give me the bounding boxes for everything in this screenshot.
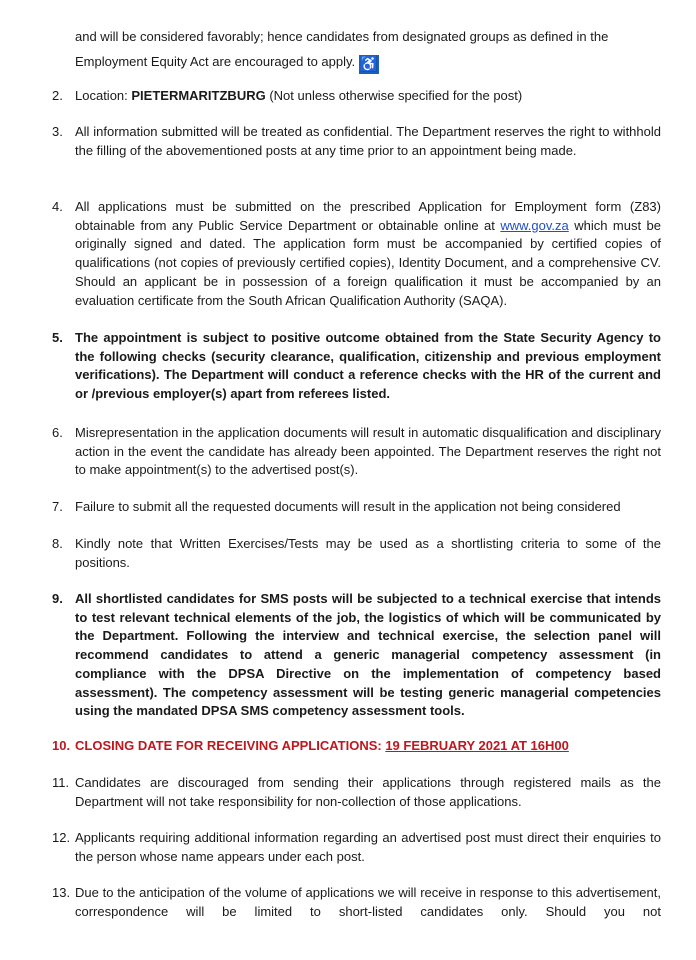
location-label: Location:: [75, 88, 132, 103]
item-text: Candidates are discouraged from sending their applications through registered mails as the Department will not take responsibility for non-collection of those applications.: [75, 775, 661, 809]
item-number: 3.: [52, 124, 63, 139]
item-text: which must be originally signed and dated. The application form must be accompanied by certified copies of qualifications (not copies of previously certified copies), Identity Document, and a comprehensive CV. Should an applicant be in possession of a foreign qualification it must be accompanied by an evaluation certificate from the South African Qualification Authority (SAQA).: [75, 217, 661, 308]
gov-za-link[interactable]: www.gov.za: [500, 217, 569, 233]
wheelchair-accessibility-icon: ♿: [359, 56, 379, 73]
item-number: 10.: [52, 738, 71, 753]
item-number: 4.: [52, 199, 63, 214]
item-text: The appointment is subject to positive outcome obtained from the State Security Agency to the following checks (security clearance, qualification, citizenship and previous employment verifications). The Department will conduct a reference checks with the HR of the current and or /previous employer(s) apart from referees listed.: [75, 330, 661, 402]
item-number: 2.: [52, 88, 63, 103]
item-text: All applications must be submitted on the prescribed Application for Employment form (Z83) obtainable from any Public Service Department or obtainable online at: [75, 199, 661, 233]
item-text: Due to the anticipation of the volume of applications we will receive in response to this advertisement, correspondence will be limited to short-listed candidates only. Should you not: [75, 885, 661, 919]
item-number: 11.: [52, 775, 70, 790]
item-text: Applicants requiring additional information regarding an advertised post must direct their enquiries to the person whose name appears under each post.: [75, 830, 661, 864]
item-text: Failure to submit all the requested documents will result in the application not being considered: [75, 499, 621, 514]
line: and will be considered favorably; hence candidates from designated groups as defined in the: [75, 29, 609, 44]
item-text: All information submitted will be treated as confidential. The Department reserves the right to withhold the filling of the abovementioned posts at any time prior to an appointment being made.: [75, 124, 661, 158]
item-number: 7.: [52, 499, 63, 514]
item-text: Misrepresentation in the application documents will result in automatic disqualification and disciplinary action in the event the candidate has already been appointed. The Department reserves the right not to make appointment(s) to the advertised post(s).: [75, 425, 661, 478]
item-number: 8.: [52, 536, 63, 551]
location-value: PIETERMARITZBURG: [131, 88, 266, 103]
line: Employment Equity Act are encouraged to apply.: [75, 54, 356, 69]
item-text: All shortlisted candidates for SMS posts will be subjected to a technical exercise that intends to test relevant technical elements of the job, the logistics of which will be communicated by the Department. Following the interview and technical exercise, the selection panel will recommend candidates to attend a generic managerial competency assessment (in compliance with the DPSA Directive on the implementation of competency based assessment). The competency assessment will be testing generic managerial competencies using the mandated DPSA SMS competency assessment tools.: [75, 591, 661, 719]
item-text: Kindly note that Written Exercises/Tests may be used as a shortlisting criteria to some of the positions.: [75, 536, 661, 570]
item-number: 9.: [52, 591, 63, 606]
closing-date-label: CLOSING DATE FOR RECEIVING APPLICATIONS:: [75, 738, 386, 753]
closing-date-value: 19 FEBRUARY 2021 AT 16H00: [385, 738, 569, 753]
item-number: 12.: [52, 830, 71, 845]
item-number: 6.: [52, 425, 63, 440]
item-number: 5.: [52, 330, 63, 345]
location-note: (Not unless otherwise specified for the post): [265, 88, 523, 103]
item-number: 13.: [52, 885, 71, 900]
